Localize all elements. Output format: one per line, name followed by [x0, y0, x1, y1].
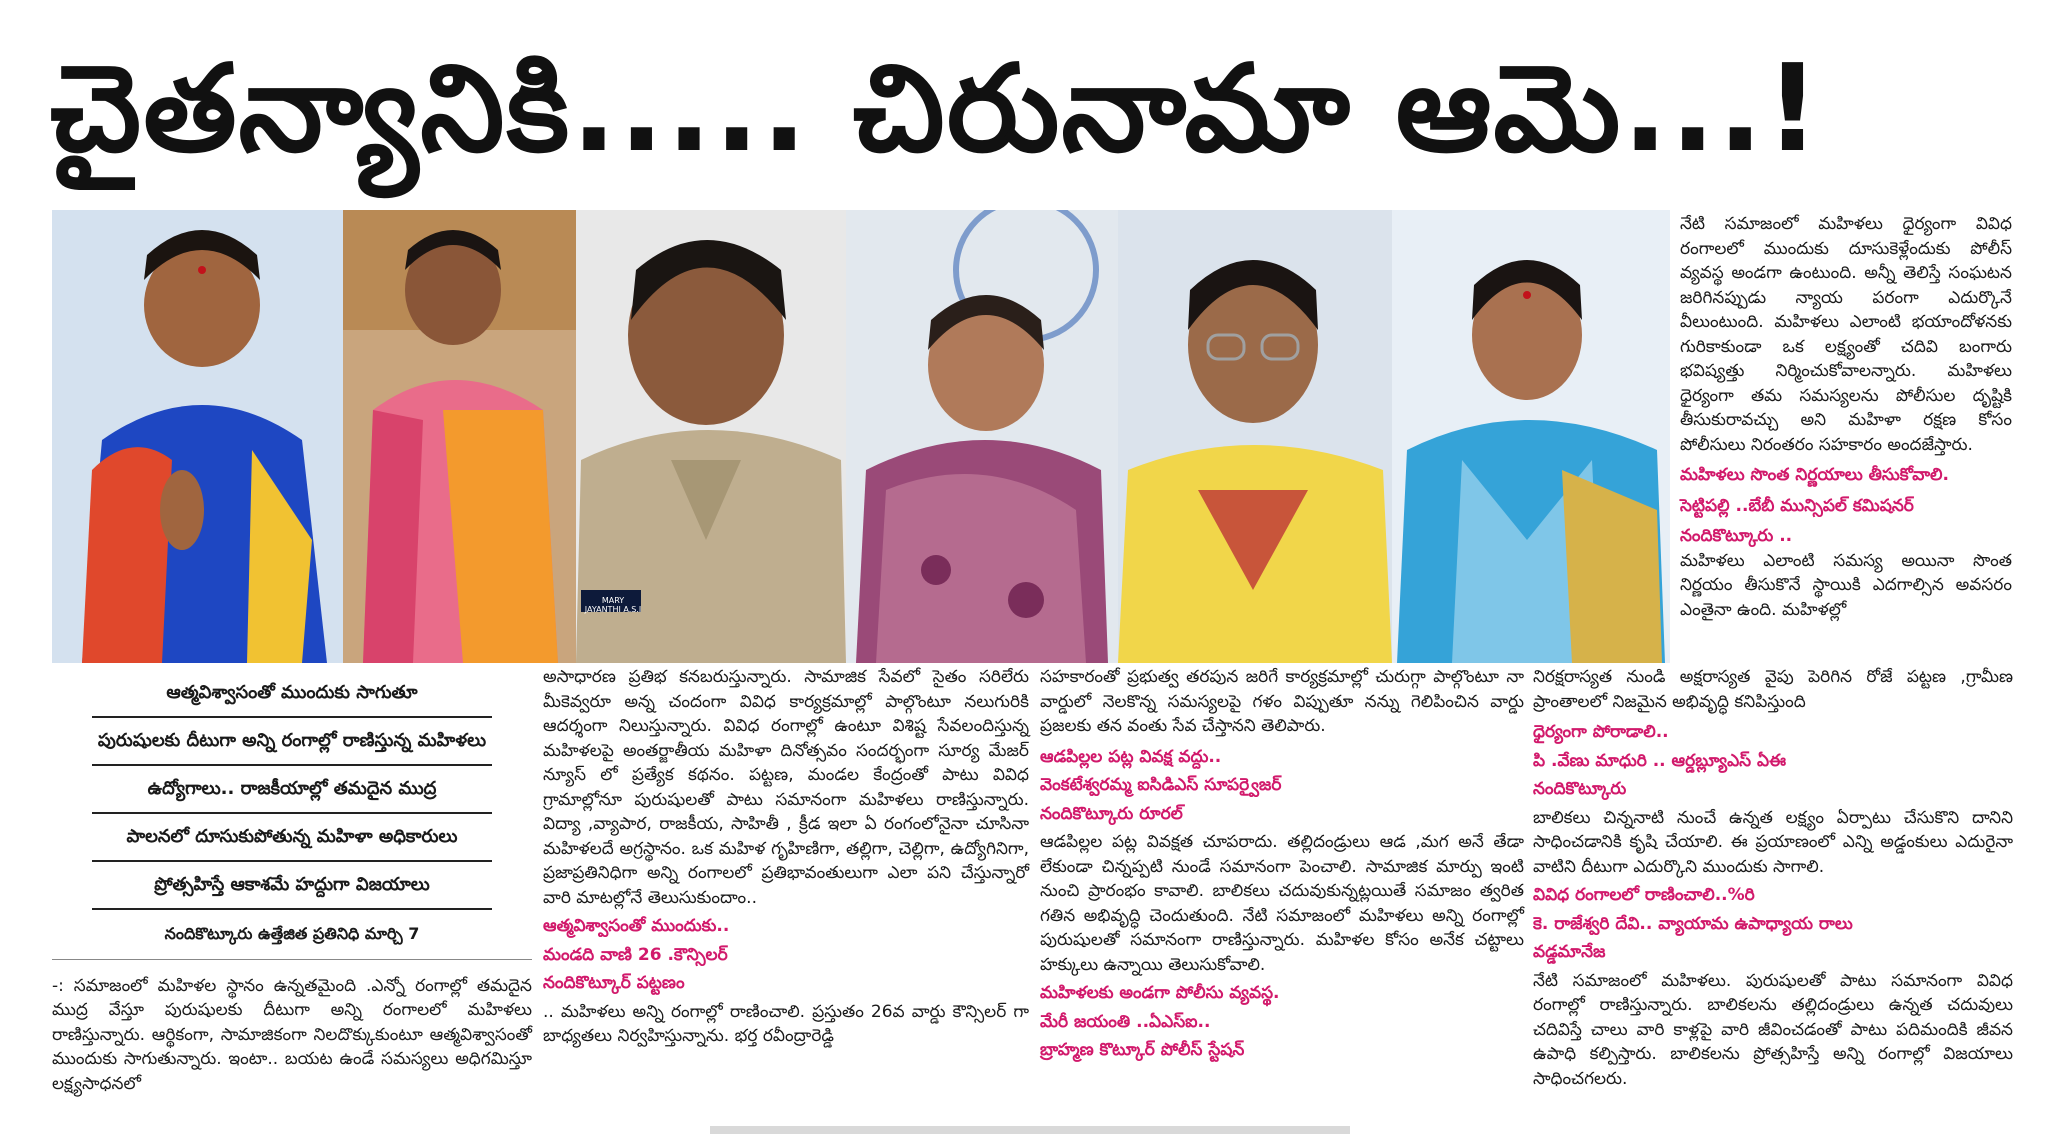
subheading: వెంకటేశ్వరమ్మ ఐసిడిఎస్ సూపర్వైజర్	[1040, 775, 1282, 795]
subheading: బ్రాహ్మణ కొట్కూర్ పోలీస్ స్టేషన్	[1040, 1040, 1245, 1060]
paragraph: మహిళలు ఎలాంటి సమస్య అయినా సొంత నిర్ణయం తీసుకొనే స్థాయికి ఎదగాల్సిన అవసరం ఎంతైనా ఉంది. మహిళల్లో	[1680, 550, 2012, 620]
paragraph: అసాధారణ ప్రతిభ కనబరుస్తున్నారు. సామాజిక సేవలో సైతం సరిలేరు మీకెవ్వరూ అన్న చందంగా వివిధ కార్యక్రమాల్లో పాల్గొంటూ నలుగురికి ఆదర్శంగా నిలుస్తున్నారు. వివిధ రంగాల్లో ఉంటూ విశిష్ట సేవలందిస్తున్న మహిళలపై అంతర్జాతీయ మహిళా దినోత్సవం సందర్భంగా సూర్య మేజర్ న్యూస్ లో ప్రత్యేక కథనం. పట్టణ, మండల కేంద్రంతో పాటు వివిధ గ్రామాల్లోనూ పురుషులతో పాటు సమానంగా మహిళలు రాణిస్తున్నారు. విద్యా ,వ్యాపార, రాజకీయ, సాహితీ , క్రీడ ఇలా ఏ రంగంలోనైనా చూసినా మహిళలదే అగ్రస్థానం. ఒక మహిళ గృహిణిగా, తల్లిగా, చెల్లిగా, ఉద్యోగినిగా, ప్రజాప్రతినిధిగా అన్ని రంగాలలో ప్రతిభావంతులుగా ఎలా పని చేస్తున్నారో వారి మాటల్లోనే తెలుసుకుందాం..	[543, 667, 1029, 908]
kicker-line: ఉద్యోగాలు.. రాజకీయాల్లో తమదైన ముద్ర	[92, 766, 492, 814]
column-3	[1040, 665, 1524, 1063]
paragraph: -: సమాజంలో మహిళల స్థానం ఉన్నతమైంది .ఎన్నో రంగాల్లో తమదైన ముద్ర వేస్తూ పురుషులకు దీటుగా అన్ని రంగాలలో మహిళలు రాణిస్తున్నారు. ఆర్థికంగా, సామాజికంగా నిలదొక్కుకుంటూ ఆత్మవిశ్వాసంతో ముందుకు సాగుతున్నారు. ఇంటా.. బయట ఉండే సమస్యలు అధిగమిస్తూ లక్ష్యసాధనలో	[52, 975, 532, 1094]
photo-woman-2	[343, 210, 576, 663]
photo-woman-3-police	[576, 210, 846, 663]
photo-woman-1	[52, 210, 343, 663]
subheading: కె. రాజేశ్వరి దేవి.. వ్యాయామ ఉపాధ్యాయ రాలు	[1533, 913, 1853, 934]
paragraph: నేటి సమాజంలో మహిళలు. పురుషులతో పాటు సమానంగా వివిధ రంగాల్లో రాణిస్తున్నారు. బాలికలను తల్లిదండ్రులు ఉన్నత చదువులు చదివిస్తే చాలు వారి కాళ్లపై వారి జీవించడంతో పాటు పదిమందికి జీవన ఉపాధి కల్పిస్తారు. బాలికలను ప్రోత్సహిస్తే అన్ని రంగాల్లో విజయాలు సాధించగలరు.	[1533, 970, 2013, 1089]
subheading: వడ్డమానేజ	[1533, 942, 1606, 962]
subheading: వివిధ రంగాలలో రాణించాలి..%రి	[1533, 885, 1755, 905]
kicker-box	[52, 670, 532, 910]
paragraph: నిరక్షరాస్యత నుండి అక్షరాస్యత వైపు పెరిగిన రోజే పట్టణ ,గ్రామీణ ప్రాంతాలలో నిజమైన అభివృద్ధి కనిపిస్తుంది	[1533, 667, 2013, 712]
subheading: మండది వాణి 26 .కౌన్సిలర్	[543, 944, 728, 965]
headline: చైతన్యానికి..... చిరునామా ఆమె...!	[50, 40, 1822, 179]
kicker-line: పురుషులకు దీటుగా అన్ని రంగాల్లో రాణిస్తున్న మహిళలు	[92, 718, 492, 766]
paragraph: బాలికలు చిన్ననాటి నుంచే ఉన్నత లక్ష్యం ఏర్పాటు చేసుకొని దానిని సాధించడానికి కృషి చేయాలి. ఈ ప్రయాణంలో ఎన్ని అడ్డంకులు ఎదురైనా వాటిని దీటుగా ఎదుర్కొని ముందుకు సాగాలి.	[1533, 807, 2013, 877]
subheading: మహిళలకు అండగా పోలీసు వ్యవస్థ.	[1040, 983, 1280, 1003]
subheading: పి .వేణు మాధురి .. ఆర్డబ్ల్యూఎస్ ఏఈ	[1533, 750, 1787, 771]
kicker-line: ఆత్మవిశ్వాసంతో ముందుకు సాగుతూ	[92, 670, 492, 718]
footer-bar	[710, 1126, 1350, 1134]
subheading: ఆత్మవిశ్వాసంతో ముందుకు..	[543, 916, 730, 936]
paragraph: సహకారంతో ప్రభుత్వ తరపున జరిగే కార్యక్రమాల్లో చురుగ్గా పాల్గొంటూ నా వార్డులో నెలకొన్న సమస్యలపై గళం విప్పుతూ నన్ను గెలిపించిన వార్డు ప్రజలకు తన వంతు సేవ చేస్తానని తెలిపారు.	[1040, 667, 1524, 736]
subheading: ధైర్యంగా పోరాడాలి..	[1533, 722, 1669, 742]
dateline: నందికొట్కూరు ఉత్తేజిత ప్రతినిధి మార్చి 7	[52, 922, 532, 960]
photo-strip	[52, 210, 1670, 663]
subheading: సెట్టిపల్లి ..బేబీ మున్సిపల్ కమిషనర్	[1680, 495, 1914, 516]
kicker-line: పాలనలో దూసుకుపోతున్న మహిళా అధికారులు	[92, 814, 492, 862]
photo-woman-6	[1392, 210, 1670, 663]
subheading: నందికొట్కూరు రూరల్	[1040, 803, 1183, 824]
subheading: నందికొట్కూరు	[1533, 779, 1627, 799]
subheading: మహిళలు సొంత నిర్ణయాలు తీసుకోవాలి.	[1680, 465, 1949, 485]
column-2	[543, 665, 1029, 1049]
column-right-top	[1680, 212, 2012, 622]
photo-woman-4	[846, 210, 1118, 663]
column-1	[52, 670, 532, 1096]
subheading: ఆడపిల్లల పట్ల వివక్ష వద్దు..	[1040, 746, 1222, 767]
paragraph: నేటి సమాజంలో మహిళలు ధైర్యంగా వివిధ రంగాలలో ముందుకు దూసుకెళ్లేందుకు పోలీస్ వ్యవస్థ అండగా ఉంటుంది. అన్నీ తెలిస్తే సంఘటన జరిగినప్పుడు న్యాయ పరంగా ఎదుర్కొనే వీలుంటుంది. మహిళలు ఎలాంటి భయాందోళనకు గురికాకుండా ఒక లక్ష్యంతో చదివి బంగారు భవిష్యత్తు నిర్మించుకోవాలన్నారు. మహిళలు ధైర్యంగా తమ సమస్యలను పోలీసుల దృష్టికి తీసుకురావచ్చు అని మహిళా రక్షణ కోసం పోలీసులు నిరంతరం సహకారం అందజేస్తారు.	[1680, 214, 2012, 455]
subheading: నందికొట్కూర్ పట్టణం	[543, 973, 685, 993]
column-4	[1533, 665, 2013, 1091]
subheading: నందికొట్కూరు ..	[1680, 526, 1793, 546]
kicker-line: ప్రోత్సహిస్తే ఆకాశమే హద్దుగా విజయాలు	[92, 862, 492, 910]
name-badge: MARY JAYANTHI A.S.I	[584, 596, 642, 614]
paragraph: .. మహిళలు అన్ని రంగాల్లో రాణించాలి. ప్రస్తుతం 26వ వార్డు కౌన్సిలర్ గా బాధ్యతలు నిర్వహిస్తున్నాను. భర్త రవీంద్రారెడ్డి	[543, 1001, 1029, 1046]
paragraph: ఆడపిల్లల పట్ల వివక్షత చూపరాదు. తల్లిదండ్రులు ఆడ ,మగ అనే తేడా లేకుండా చిన్నప్పటి నుండే సమానంగా పెంచాలి. సామాజిక మార్పు ఇంటి నుంచి ప్రారంభం కావాలి. బాలికలు చదువుకున్నట్లయితే సమాజం త్వరిత గతిన అభివృద్ధి చెందుతుంది. నేటి సమాజంలో మహిళలు అన్ని రంగాల్లో పురుషులతో సమానంగా రాణిస్తున్నారు. మహిళల కోసం అనేక చట్టాలు హక్కులు ఉన్నాయి తెలుసుకోవాలి.	[1040, 832, 1524, 975]
subheading: మేరీ జయంతి ..ఏఎస్ఐ..	[1040, 1011, 1211, 1032]
photo-woman-5	[1118, 210, 1392, 663]
